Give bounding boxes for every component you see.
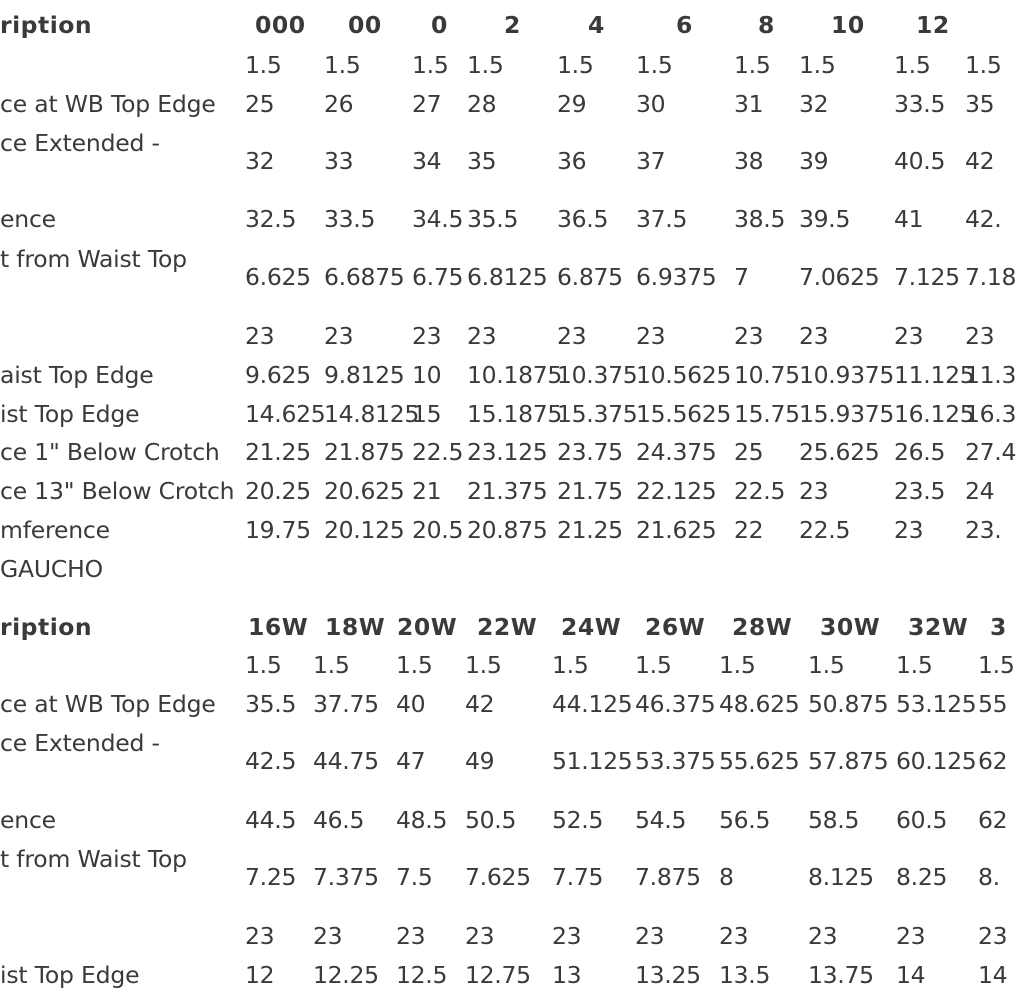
row-label: ence (0, 806, 56, 834)
cell: 50.5 (465, 806, 517, 834)
cell: 44.5 (245, 806, 297, 834)
cell: 15.1875 (467, 400, 563, 428)
cell: 23 (799, 477, 829, 505)
cell: 55 (978, 690, 1008, 718)
cell: 44.125 (552, 690, 633, 718)
size-header: 4 (588, 11, 605, 39)
cell: 10.9375 (799, 361, 895, 389)
cell: 25 (734, 438, 764, 466)
size-header: 12 (916, 11, 950, 39)
cell: 7.75 (552, 863, 604, 891)
cell: 51.125 (552, 747, 633, 775)
cell: 48.5 (396, 806, 448, 834)
cell: 62 (978, 747, 1008, 775)
cell: 22.5 (734, 477, 786, 505)
cell: 1.5 (245, 651, 282, 679)
cell: 27 (412, 90, 442, 118)
cell: 13.75 (808, 961, 874, 989)
cell: 25.625 (799, 438, 880, 466)
cell: 15 (412, 400, 442, 428)
cell: 7.375 (313, 863, 379, 891)
style-name: GAUCHO (0, 555, 103, 583)
cell: 10.1875 (467, 361, 563, 389)
cell: 46.5 (313, 806, 365, 834)
cell: 7.5 (396, 863, 433, 891)
row-label: ce 1" Below Crotch (0, 438, 220, 466)
cell: 56.5 (719, 806, 771, 834)
row-label: mference (0, 516, 110, 544)
row-label: ce 13" Below Crotch (0, 477, 235, 505)
size-header: 24W (561, 613, 622, 641)
size-header: 3 (990, 613, 1007, 641)
cell: 10 (412, 361, 442, 389)
cell: 25 (245, 90, 275, 118)
row-label: ce at WB Top Edge (0, 90, 216, 118)
cell: 7.0625 (799, 263, 880, 291)
cell: 14 (896, 961, 926, 989)
cell: 42 (465, 690, 495, 718)
size-header: 26W (645, 613, 706, 641)
cell: 11.3 (965, 361, 1016, 389)
cell: 7.875 (635, 863, 701, 891)
size-header: 32W (908, 613, 969, 641)
cell: 20.875 (467, 516, 548, 544)
cell: 44.75 (313, 747, 379, 775)
description-header: ription (0, 613, 93, 641)
cell: 13 (552, 961, 582, 989)
cell: 21.75 (557, 477, 623, 505)
cell: 12.75 (465, 961, 531, 989)
cell: 14.8125 (324, 400, 420, 428)
row-label: t from Waist Top (0, 845, 187, 873)
cell: 23 (245, 922, 275, 950)
cell: 60.125 (896, 747, 977, 775)
cell: 1.5 (635, 651, 672, 679)
cell: 15.75 (734, 400, 800, 428)
cell: 50.875 (808, 690, 889, 718)
cell: 14.625 (245, 400, 326, 428)
cell: 23 (978, 922, 1008, 950)
cell: 23 (719, 922, 749, 950)
cell: 11.125 (894, 361, 975, 389)
cell: 36.5 (557, 205, 609, 233)
cell: 23. (965, 516, 1002, 544)
cell: 9.625 (245, 361, 311, 389)
cell: 14 (978, 961, 1008, 989)
cell: 24 (965, 477, 995, 505)
size-header: 00 (348, 11, 382, 39)
cell: 1.5 (412, 51, 449, 79)
cell: 6.75 (412, 263, 464, 291)
cell: 46.375 (635, 690, 716, 718)
cell: 23 (635, 922, 665, 950)
cell: 23 (808, 922, 838, 950)
cell: 13.25 (635, 961, 701, 989)
size-header: 18W (325, 613, 386, 641)
cell: 42.5 (245, 747, 297, 775)
cell: 22 (734, 516, 764, 544)
cell: 23 (313, 922, 343, 950)
cell: 1.5 (896, 651, 933, 679)
cell: 32 (799, 90, 829, 118)
cell: 1.5 (245, 51, 282, 79)
size-header: 0 (431, 11, 448, 39)
cell: 21 (412, 477, 442, 505)
cell: 29 (557, 90, 587, 118)
cell: 6.875 (557, 263, 623, 291)
cell: 1.5 (396, 651, 433, 679)
cell: 33.5 (324, 205, 376, 233)
cell: 23 (552, 922, 582, 950)
cell: 1.5 (324, 51, 361, 79)
cell: 53.375 (635, 747, 716, 775)
cell: 31 (734, 90, 764, 118)
description-header: ription (0, 11, 93, 39)
cell: 1.5 (719, 651, 756, 679)
cell: 40 (396, 690, 426, 718)
cell: 39 (799, 147, 829, 175)
row-label: t from Waist Top (0, 245, 187, 273)
cell: 1.5 (557, 51, 594, 79)
cell: 10.375 (557, 361, 638, 389)
cell: 27.4 (965, 438, 1016, 466)
cell: 23 (734, 322, 764, 350)
cell: 23 (894, 322, 924, 350)
cell: 15.9375 (799, 400, 895, 428)
cell: 21.625 (636, 516, 717, 544)
cell: 19.75 (245, 516, 311, 544)
cell: 9.8125 (324, 361, 405, 389)
cell: 58.5 (808, 806, 860, 834)
cell: 22.125 (636, 477, 717, 505)
cell: 35.5 (467, 205, 519, 233)
row-label: ce Extended - (0, 729, 160, 757)
cell: 12.5 (396, 961, 448, 989)
cell: 35 (467, 147, 497, 175)
cell: 15.375 (557, 400, 638, 428)
size-header: 8 (758, 11, 775, 39)
cell: 23 (799, 322, 829, 350)
cell: 21.25 (245, 438, 311, 466)
cell: 1.5 (636, 51, 673, 79)
row-label: ence (0, 205, 56, 233)
cell: 26 (324, 90, 354, 118)
cell: 57.875 (808, 747, 889, 775)
size-header: 10 (831, 11, 865, 39)
cell: 6.625 (245, 263, 311, 291)
cell: 36 (557, 147, 587, 175)
cell: 1.5 (552, 651, 589, 679)
cell: 39.5 (799, 205, 851, 233)
cell: 1.5 (734, 51, 771, 79)
cell: 42. (965, 205, 1002, 233)
row-label: ist Top Edge (0, 400, 140, 428)
cell: 13.5 (719, 961, 771, 989)
cell: 34 (412, 147, 442, 175)
cell: 35 (965, 90, 995, 118)
cell: 8 (719, 863, 734, 891)
cell: 23 (894, 516, 924, 544)
cell: 48.625 (719, 690, 800, 718)
cell: 21.375 (467, 477, 548, 505)
cell: 23.75 (557, 438, 623, 466)
cell: 7.125 (894, 263, 960, 291)
cell: 23 (467, 322, 497, 350)
size-header: 22W (477, 613, 538, 641)
cell: 37.75 (313, 690, 379, 718)
cell: 10.5625 (636, 361, 732, 389)
size-header: 2 (504, 11, 521, 39)
cell: 7 (734, 263, 749, 291)
cell: 38 (734, 147, 764, 175)
cell: 23 (557, 322, 587, 350)
cell: 21.25 (557, 516, 623, 544)
cell: 49 (465, 747, 495, 775)
cell: 38.5 (734, 205, 786, 233)
cell: 1.5 (799, 51, 836, 79)
cell: 52.5 (552, 806, 604, 834)
cell: 23 (412, 322, 442, 350)
size-header: 20W (397, 613, 458, 641)
cell: 23 (896, 922, 926, 950)
row-label: ist Top Edge (0, 961, 140, 989)
cell: 12.25 (313, 961, 379, 989)
cell: 23.125 (467, 438, 548, 466)
cell: 20.25 (245, 477, 311, 505)
cell: 23 (245, 322, 275, 350)
row-label: aist Top Edge (0, 361, 154, 389)
cell: 23 (965, 322, 995, 350)
size-header: 30W (820, 613, 881, 641)
cell: 41 (894, 205, 924, 233)
cell: 55.625 (719, 747, 800, 775)
cell: 1.5 (313, 651, 350, 679)
cell: 30 (636, 90, 666, 118)
cell: 54.5 (635, 806, 687, 834)
cell: 22.5 (412, 438, 464, 466)
cell: 35.5 (245, 690, 297, 718)
size-header: 16W (248, 613, 309, 641)
cell: 42 (965, 147, 995, 175)
cell: 62 (978, 806, 1008, 834)
cell: 12 (245, 961, 275, 989)
cell: 32.5 (245, 205, 297, 233)
cell: 23 (324, 322, 354, 350)
cell: 40.5 (894, 147, 946, 175)
cell: 6.8125 (467, 263, 548, 291)
cell: 33.5 (894, 90, 946, 118)
cell: 10.75 (734, 361, 800, 389)
cell: 20.5 (412, 516, 464, 544)
cell: 37.5 (636, 205, 688, 233)
cell: 37 (636, 147, 666, 175)
size-header: 28W (732, 613, 793, 641)
cell: 23 (465, 922, 495, 950)
cell: 34.5 (412, 205, 464, 233)
cell: 60.5 (896, 806, 948, 834)
cell: 32 (245, 147, 275, 175)
cell: 1.5 (894, 51, 931, 79)
cell: 33 (324, 147, 354, 175)
cell: 1.5 (965, 51, 1002, 79)
size-header: 6 (676, 11, 693, 39)
cell: 8.125 (808, 863, 874, 891)
cell: 8.25 (896, 863, 948, 891)
cell: 7.25 (245, 863, 297, 891)
cell: 6.9375 (636, 263, 717, 291)
cell: 7.625 (465, 863, 531, 891)
cell: 8. (978, 863, 1000, 891)
cell: 28 (467, 90, 497, 118)
cell: 16.3 (965, 400, 1016, 428)
cell: 16.125 (894, 400, 975, 428)
row-label: ce Extended - (0, 129, 160, 157)
cell: 24.375 (636, 438, 717, 466)
cell: 20.625 (324, 477, 405, 505)
cell: 1.5 (978, 651, 1015, 679)
cell: 53.125 (896, 690, 977, 718)
cell: 22.5 (799, 516, 851, 544)
cell: 15.5625 (636, 400, 732, 428)
size-header: 000 (255, 11, 306, 39)
row-label: ce at WB Top Edge (0, 690, 216, 718)
cell: 7.18 (965, 263, 1016, 291)
cell: 26.5 (894, 438, 946, 466)
cell: 20.125 (324, 516, 405, 544)
cell: 1.5 (465, 651, 502, 679)
cell: 1.5 (808, 651, 845, 679)
cell: 23 (396, 922, 426, 950)
cell: 47 (396, 747, 426, 775)
cell: 23.5 (894, 477, 946, 505)
cell: 1.5 (467, 51, 504, 79)
cell: 23 (636, 322, 666, 350)
cell: 6.6875 (324, 263, 405, 291)
cell: 21.875 (324, 438, 405, 466)
